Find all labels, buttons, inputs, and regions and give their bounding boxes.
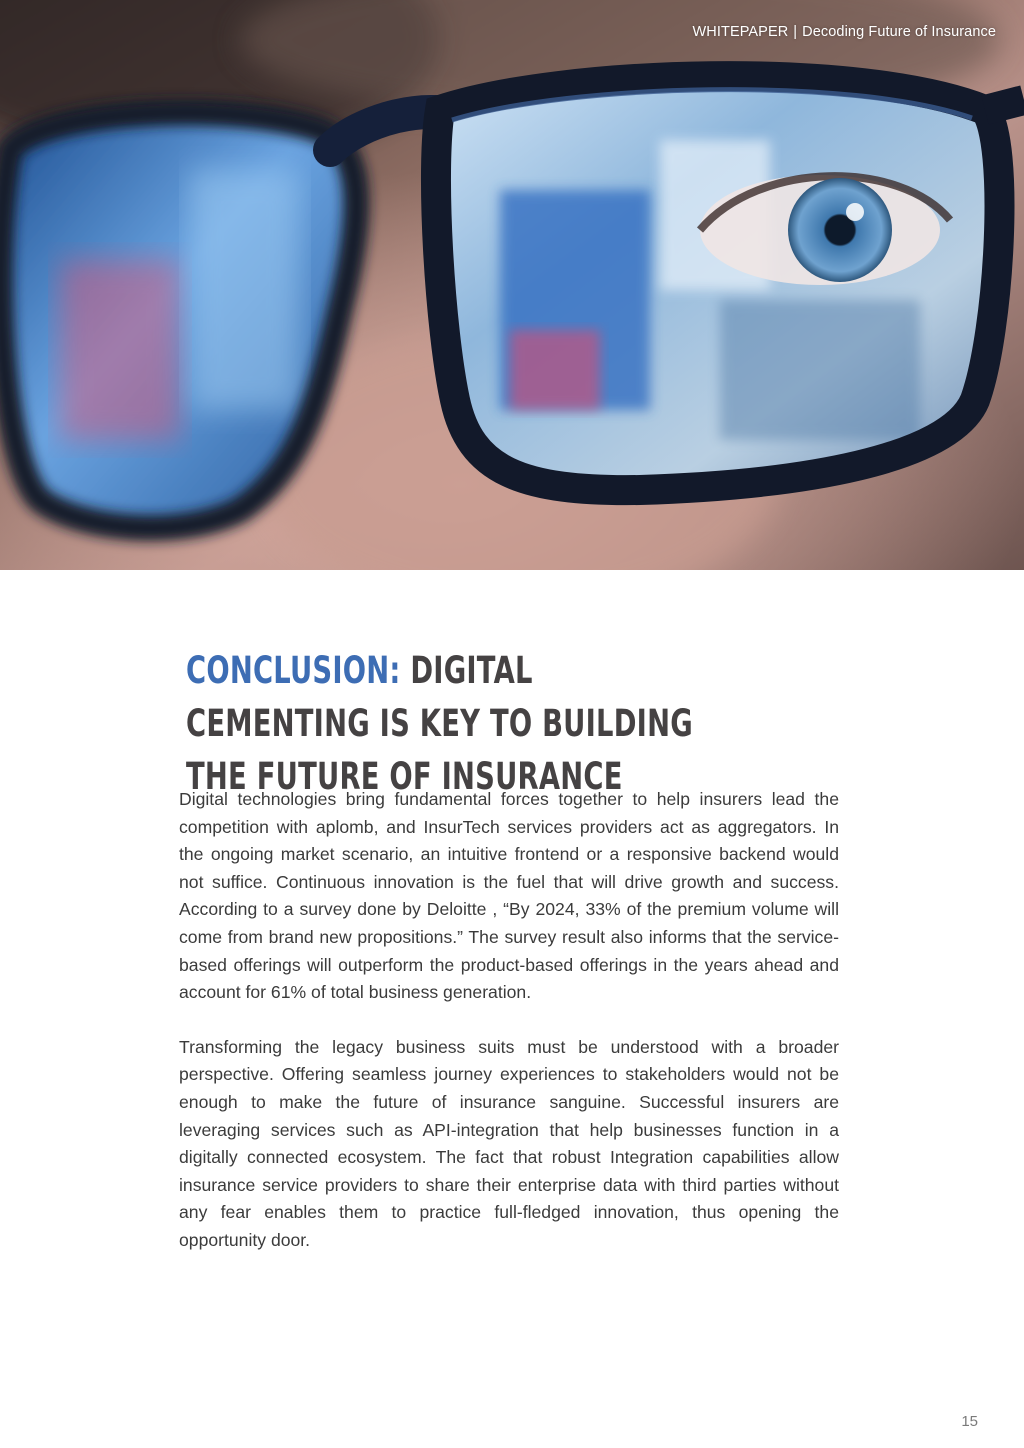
body-text (179, 786, 839, 1282)
header-separator: | (793, 24, 798, 40)
paragraph: Digital technologies bring fundamental forces together to help insurers lead the competition with aplomb, and InsurTech services providers act as aggregators. In the ongoing market scenario, an intuitive frontend or a responsive backend would not suffice. Continuous innovation is the fuel that will drive growth and success. According to a survey done by Deloitte , “By 2024, 33% of the premium volume will come from brand new propositions.” The survey result also informs that the service-based offerings will outperform the product-based offerings in the years ahead and account for 61% of total business generation. (179, 789, 839, 1003)
section-title-accent: CONCLUSION: (186, 649, 401, 692)
section-title-rest: DIGITAL CEMENTING IS KEY TO BUILDING THE FUTURE OF INSURANCE (186, 649, 693, 798)
paragraph: Transforming the legacy business suits must be understood with a broader perspective. Offering seamless journey experiences to stakeholders would not be enough to make the future of insurance sanguine. Successful insurers are leveraging services such as API-integration that help businesses function in a digitally connected ecosystem. The fact that robust Integration capabilities allow insurance service providers to share their enterprise data with third parties without any fear enables them to practice full-fledged innovation, thus opening the opportunity door. (179, 1036, 839, 1250)
header-label: WHITEPAPER (692, 24, 789, 40)
section-title (186, 644, 704, 803)
header-doc-title: Decoding Future of Insurance (802, 24, 996, 40)
hero-image (0, 0, 1024, 570)
eye-glasses-illustration (0, 0, 1024, 570)
page-number: 15 (961, 1413, 978, 1430)
running-header (693, 24, 997, 40)
